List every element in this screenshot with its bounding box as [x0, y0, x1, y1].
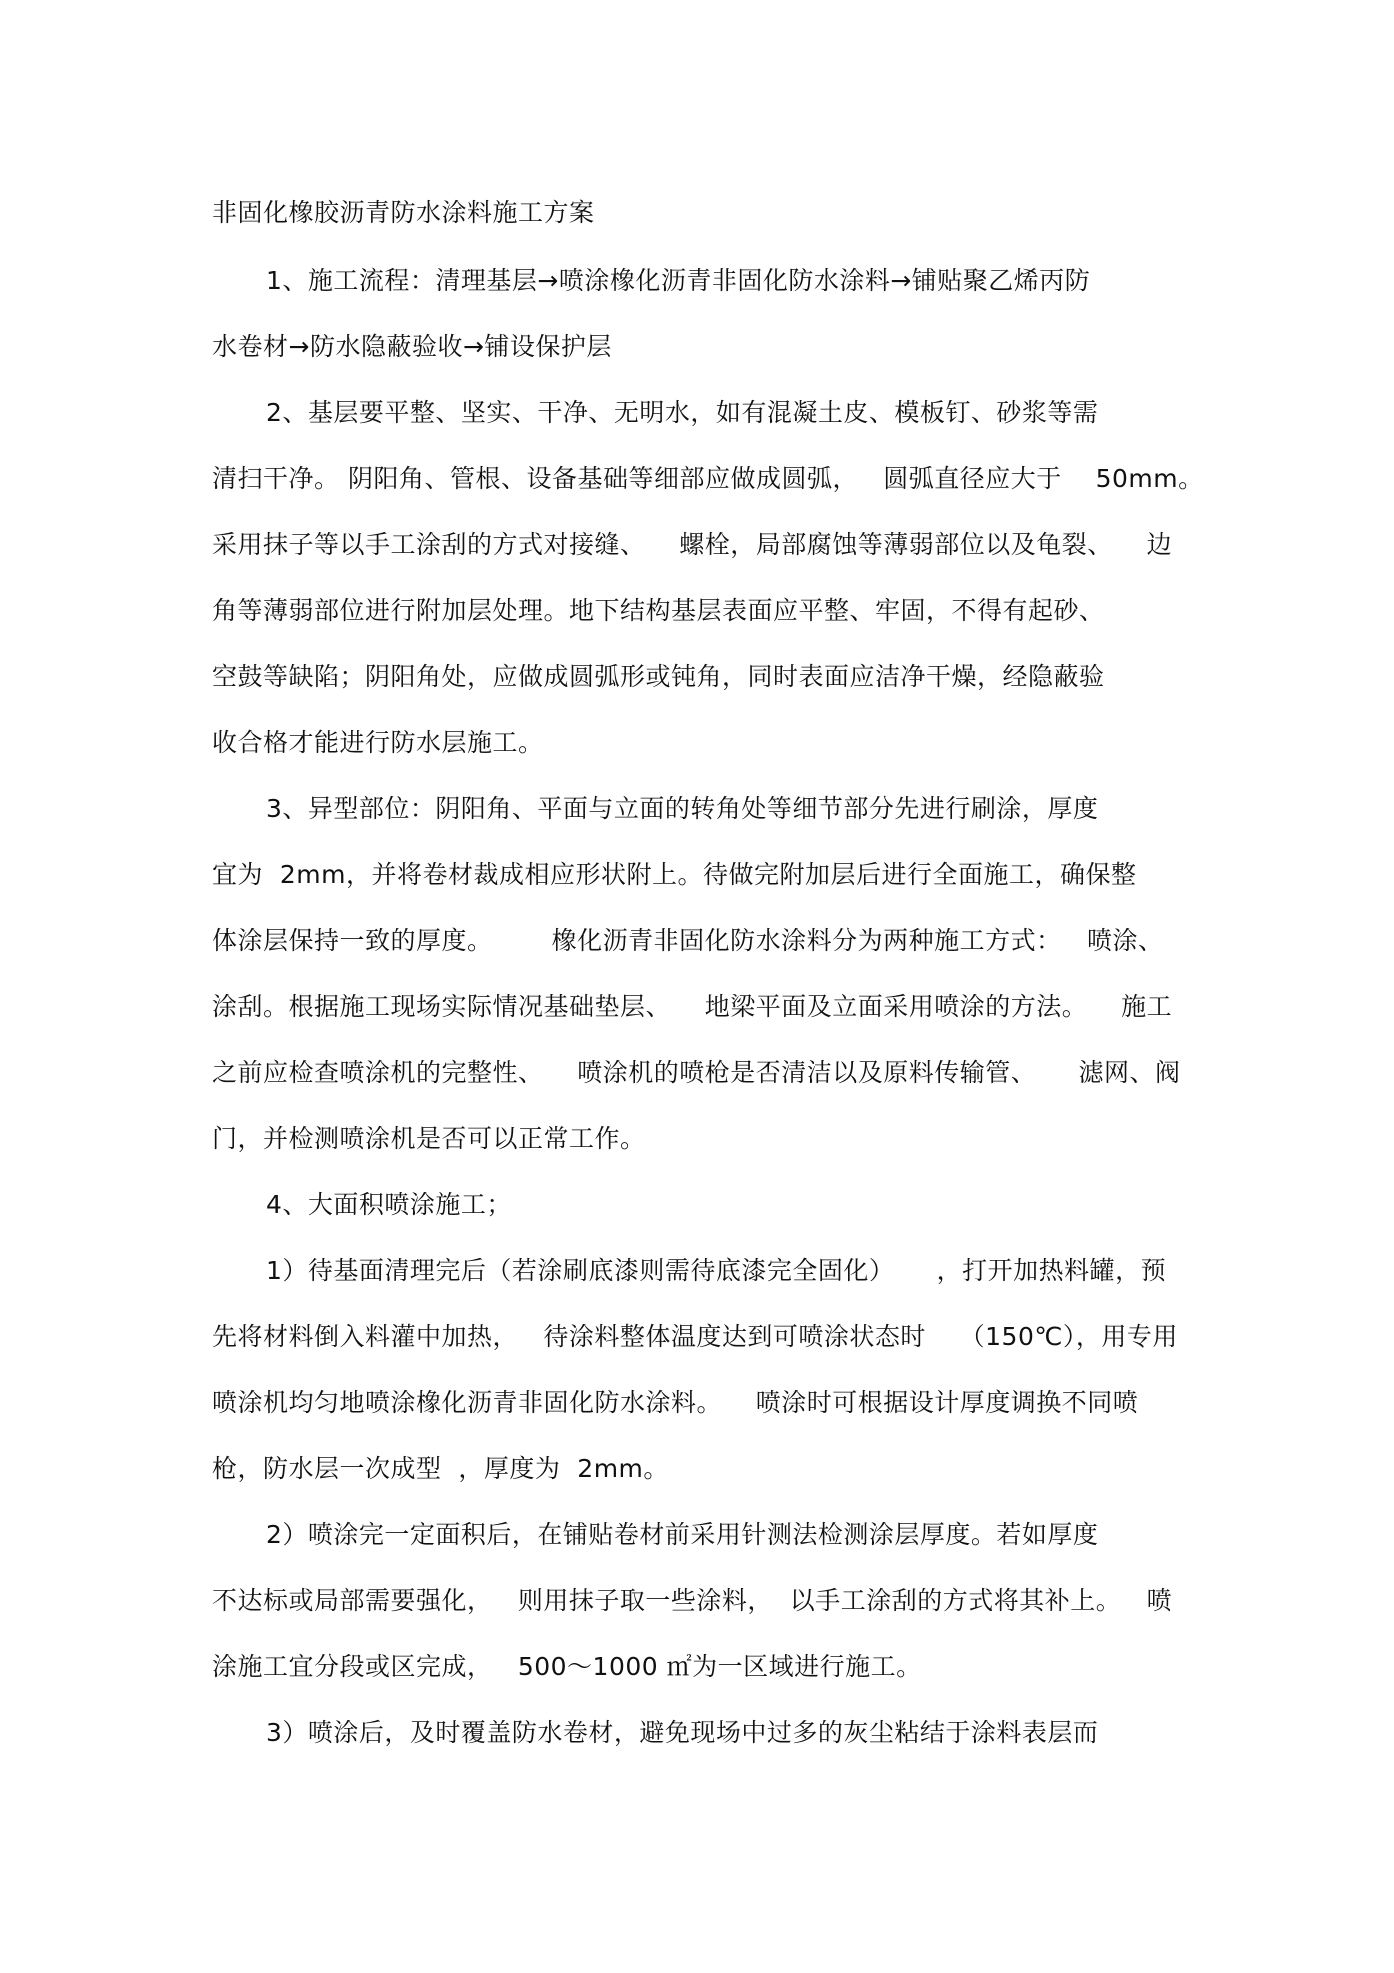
paragraph-line: 1、施工流程：清理基层→喷涂橡化沥青非固化防水涂料→铺贴聚乙烯丙防	[266, 266, 1091, 295]
paragraph-line: 2）喷涂完一定面积后，在铺贴卷材前采用针测法检测涂层厚度。若如厚度	[266, 1520, 1099, 1549]
paragraph-line: 清扫干净。 阴阳角、管根、设备基础等细部应做成圆弧， 圆弧直径应大于 50mm。	[212, 464, 1204, 493]
paragraph-line: 收合格才能进行防水层施工。	[212, 728, 544, 757]
document-title: 非固化橡胶沥青防水涂料施工方案	[212, 198, 595, 227]
paragraph-line: 门，并检测喷涂机是否可以正常工作。	[212, 1124, 646, 1153]
paragraph-line: 枪，防水层一次成型 ，厚度为 2mm。	[212, 1454, 669, 1483]
paragraph-line: 3、异型部位：阴阳角、平面与立面的转角处等细节部分先进行刷涂，厚度	[266, 794, 1099, 823]
paragraph-line: 2、基层要平整、坚实、干净、无明水，如有混凝土皮、模板钉、砂浆等需	[266, 398, 1099, 427]
paragraph-line: 涂刮。根据施工现场实际情况基础垫层、 地梁平面及立面采用喷涂的方法。 施工	[212, 992, 1173, 1021]
paragraph-line: 体涂层保持一致的厚度。 橡化沥青非固化防水涂料分为两种施工方式： 喷涂、	[212, 926, 1164, 955]
paragraph-line: 先将材料倒入料灌中加热， 待涂料整体温度达到可喷涂状态时 （150℃），用专用	[212, 1322, 1178, 1351]
paragraph-line: 3）喷涂后，及时覆盖防水卷材，避免现场中过多的灰尘粘结于涂料表层而	[266, 1718, 1099, 1747]
paragraph-line: 4、大面积喷涂施工；	[266, 1190, 512, 1219]
paragraph-line: 之前应检查喷涂机的完整性、 喷涂机的喷枪是否清洁以及原料传输管、 滤网、阀	[212, 1058, 1181, 1087]
paragraph-line: 1）待基面清理完后（若涂刷底漆则需待底漆完全固化） ，打开加热料罐，预	[266, 1256, 1167, 1285]
paragraph-line: 采用抹子等以手工涂刮的方式对接缝、 螺栓，局部腐蚀等薄弱部位以及龟裂、 边	[212, 530, 1173, 559]
paragraph-line: 喷涂机均匀地喷涂橡化沥青非固化防水涂料。 喷涂时可根据设计厚度调换不同喷	[212, 1388, 1139, 1417]
paragraph-line: 宜为 2mm，并将卷材裁成相应形状附上。待做完附加层后进行全面施工，确保整	[212, 860, 1137, 889]
paragraph-line: 涂施工宜分段或区完成， 500～1000 ㎡为一区域进行施工。	[212, 1652, 922, 1681]
paragraph-line: 角等薄弱部位进行附加层处理。地下结构基层表面应平整、牢固，不得有起砂、	[212, 596, 1105, 625]
paragraph-line: 空鼓等缺陷；阴阳角处，应做成圆弧形或钝角，同时表面应洁净干燥，经隐蔽验	[212, 662, 1105, 691]
paragraph-line: 水卷材→防水隐蔽验收→铺设保护层	[212, 332, 612, 361]
paragraph-line: 不达标或局部需要强化， 则用抹子取一些涂料， 以手工涂刮的方式将其补上。 喷	[212, 1586, 1173, 1615]
